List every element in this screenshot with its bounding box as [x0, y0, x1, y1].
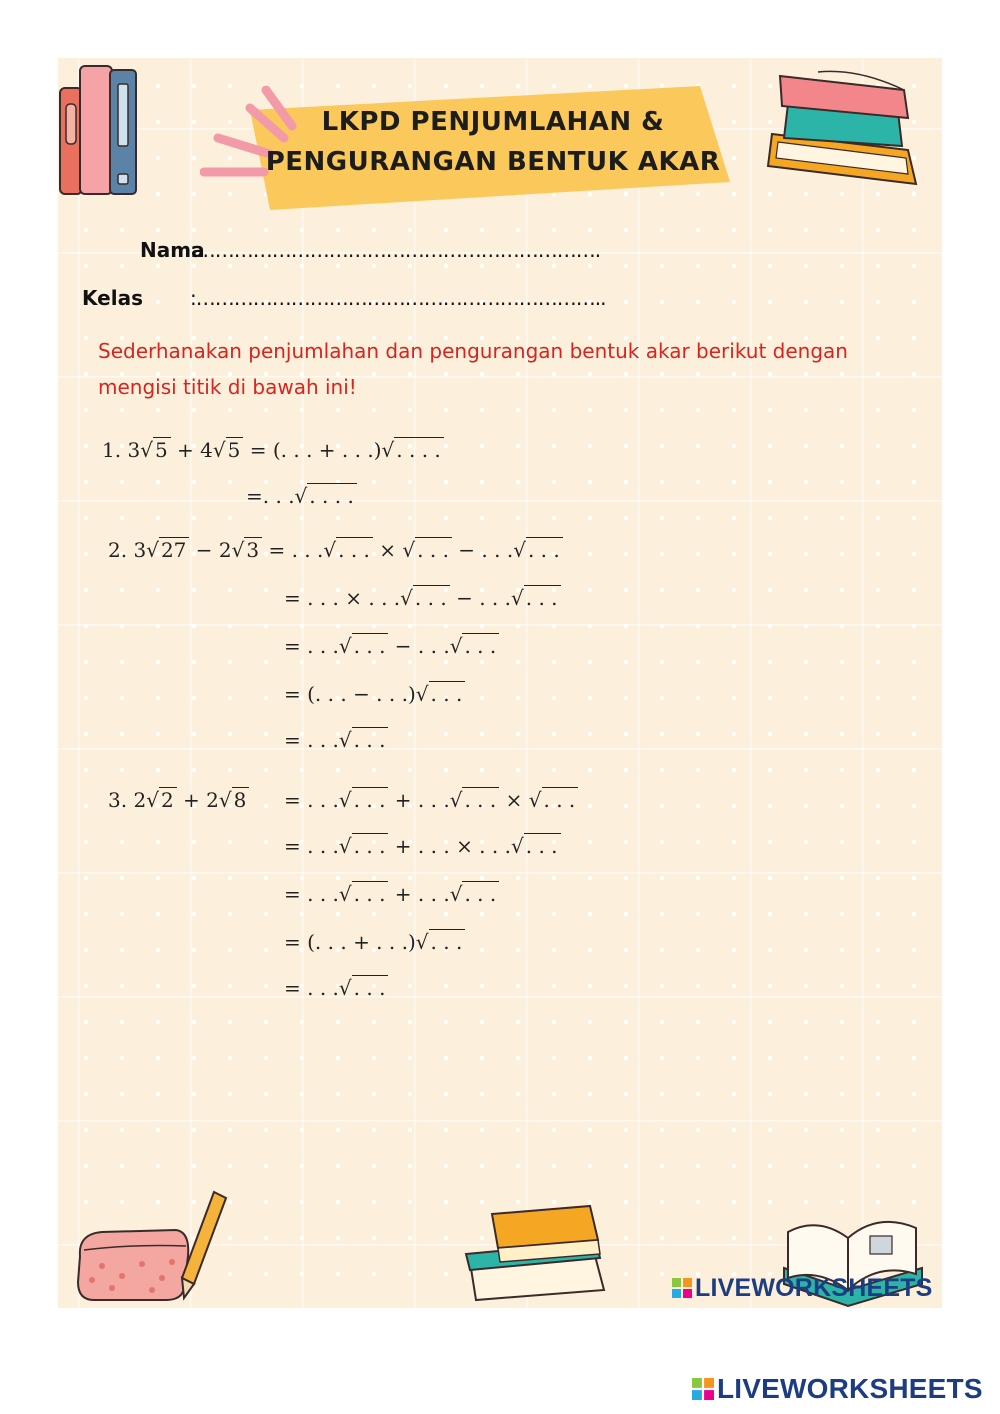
answer-blank[interactable]: − . . .	[451, 538, 514, 562]
problem-2-step-4: = (. . . − . . .)√ . . .	[284, 682, 465, 706]
book-stack-icon	[758, 66, 924, 192]
problem-2-step-3: = . . .√ . . . − . . .√ . . .	[284, 634, 499, 658]
answer-blank[interactable]: . . .	[524, 585, 561, 610]
answer-blank[interactable]: . . .	[542, 787, 579, 812]
name-label: Nama	[140, 238, 205, 262]
answer-blank[interactable]: . . .	[429, 929, 466, 954]
problem-2-step-2: = . . . × . . .√ . . . − . . .√ . . .	[284, 586, 561, 610]
answer-blank[interactable]: = . . .	[284, 834, 339, 858]
liveworksheets-footer-logo[interactable]: LIVEWORKSHEETS	[692, 1373, 983, 1405]
answer-blank[interactable]: =. . .	[246, 484, 295, 508]
answer-blank[interactable]: . . .	[462, 787, 499, 812]
book-stack-icon	[462, 1198, 612, 1304]
answer-blank[interactable]: = (. . . − . . .)	[284, 682, 416, 706]
problem-3-step-1: = . . .√ . . . + . . .√ . . . × √ . . .	[284, 788, 578, 812]
liveworksheets-logo-icon	[692, 1378, 714, 1400]
problem-1-step-2: =. . .√ . . . .	[246, 484, 357, 508]
answer-blank[interactable]: . . .	[352, 633, 389, 658]
answer-blank[interactable]: = . . .	[284, 976, 339, 1000]
answer-blank[interactable]: + . . . × . . .	[388, 834, 511, 858]
problem-3-step-2: = . . .√ . . . + . . . × . . .√ . . .	[284, 834, 561, 858]
worksheet-page	[58, 58, 942, 1308]
problem-3-step-5: = . . .√ . . .	[284, 976, 388, 1000]
page-title	[258, 102, 728, 182]
instruction-line-1: Sederhanakan penjumlahan dan pengurangan bentuk akar berikut dengan	[98, 339, 848, 363]
answer-blank[interactable]: = . . .	[284, 882, 339, 906]
answer-blank[interactable]: + . . .	[388, 882, 450, 906]
problem-2-step-5: = . . .√ . . .	[284, 728, 388, 752]
class-field[interactable]: :………………………………………………………..	[190, 286, 606, 310]
problem-3-step-3: = . . .√ . . . + . . .√ . . .	[284, 882, 499, 906]
problem-2-question: 2. 3√ 27 − 2√ 3 = . . .√ . . . × √ . . . − . . .√ . . .	[108, 538, 563, 562]
answer-blank[interactable]: . . .	[462, 633, 499, 658]
answer-blank[interactable]: . . .	[526, 537, 563, 562]
answer-blank[interactable]: . . .	[462, 881, 499, 906]
answer-blank[interactable]: . . .	[524, 833, 561, 858]
answer-blank[interactable]: . . . .	[307, 483, 357, 508]
class-label: Kelas	[82, 286, 143, 310]
title-line-2: PENGURANGAN BENTUK AKAR	[265, 147, 721, 177]
instruction-text	[98, 333, 928, 405]
instruction-line-2: mengisi titik di bawah ini!	[98, 375, 357, 399]
problem-1-question: 1. 3√ 5 + 4√ 5 = (. . . + . . .)√ . . . .	[102, 438, 444, 462]
name-field[interactable]: :……………………………………………………….	[190, 238, 601, 262]
answer-blank[interactable]: . . .	[352, 975, 389, 1000]
problem-3-question: 3. 2√ 2 + 2√ 8	[108, 788, 249, 812]
problem-3-step-4: = (. . . + . . .)√ . . .	[284, 930, 465, 954]
answer-blank[interactable]: = . . .	[284, 634, 339, 658]
answer-blank[interactable]: . . .	[413, 585, 450, 610]
answer-blank[interactable]: . . .	[352, 727, 389, 752]
answer-blank[interactable]: − . . .	[449, 586, 511, 610]
answer-blank[interactable]: . . .	[336, 537, 373, 562]
answer-blank[interactable]: = (. . . + . . .)	[249, 438, 382, 462]
answer-blank[interactable]: . . .	[352, 787, 389, 812]
answer-blank[interactable]: − . . .	[388, 634, 450, 658]
answer-blank[interactable]: + . . .	[388, 788, 450, 812]
answer-blank[interactable]: = . . . × . . .	[284, 586, 401, 610]
answer-blank[interactable]: . . .	[415, 537, 452, 562]
liveworksheets-watermark: LIVEWORKSHEETS	[672, 1274, 933, 1303]
answer-blank[interactable]: = . . .	[284, 728, 339, 752]
answer-blank[interactable]: . . .	[352, 881, 389, 906]
books-icon	[58, 64, 142, 196]
liveworksheets-logo-icon	[672, 1278, 692, 1298]
answer-blank[interactable]: = (. . . + . . .)	[284, 930, 416, 954]
answer-blank[interactable]: . . . .	[394, 437, 444, 462]
answer-blank[interactable]: = . . .	[268, 538, 324, 562]
answer-blank[interactable]: . . .	[429, 681, 466, 706]
answer-blank[interactable]: = . . .	[284, 788, 339, 812]
pencil-icon	[174, 1188, 230, 1302]
answer-blank[interactable]: . . .	[352, 833, 389, 858]
title-line-1: LKPD PENJUMLAHAN &	[321, 107, 665, 137]
